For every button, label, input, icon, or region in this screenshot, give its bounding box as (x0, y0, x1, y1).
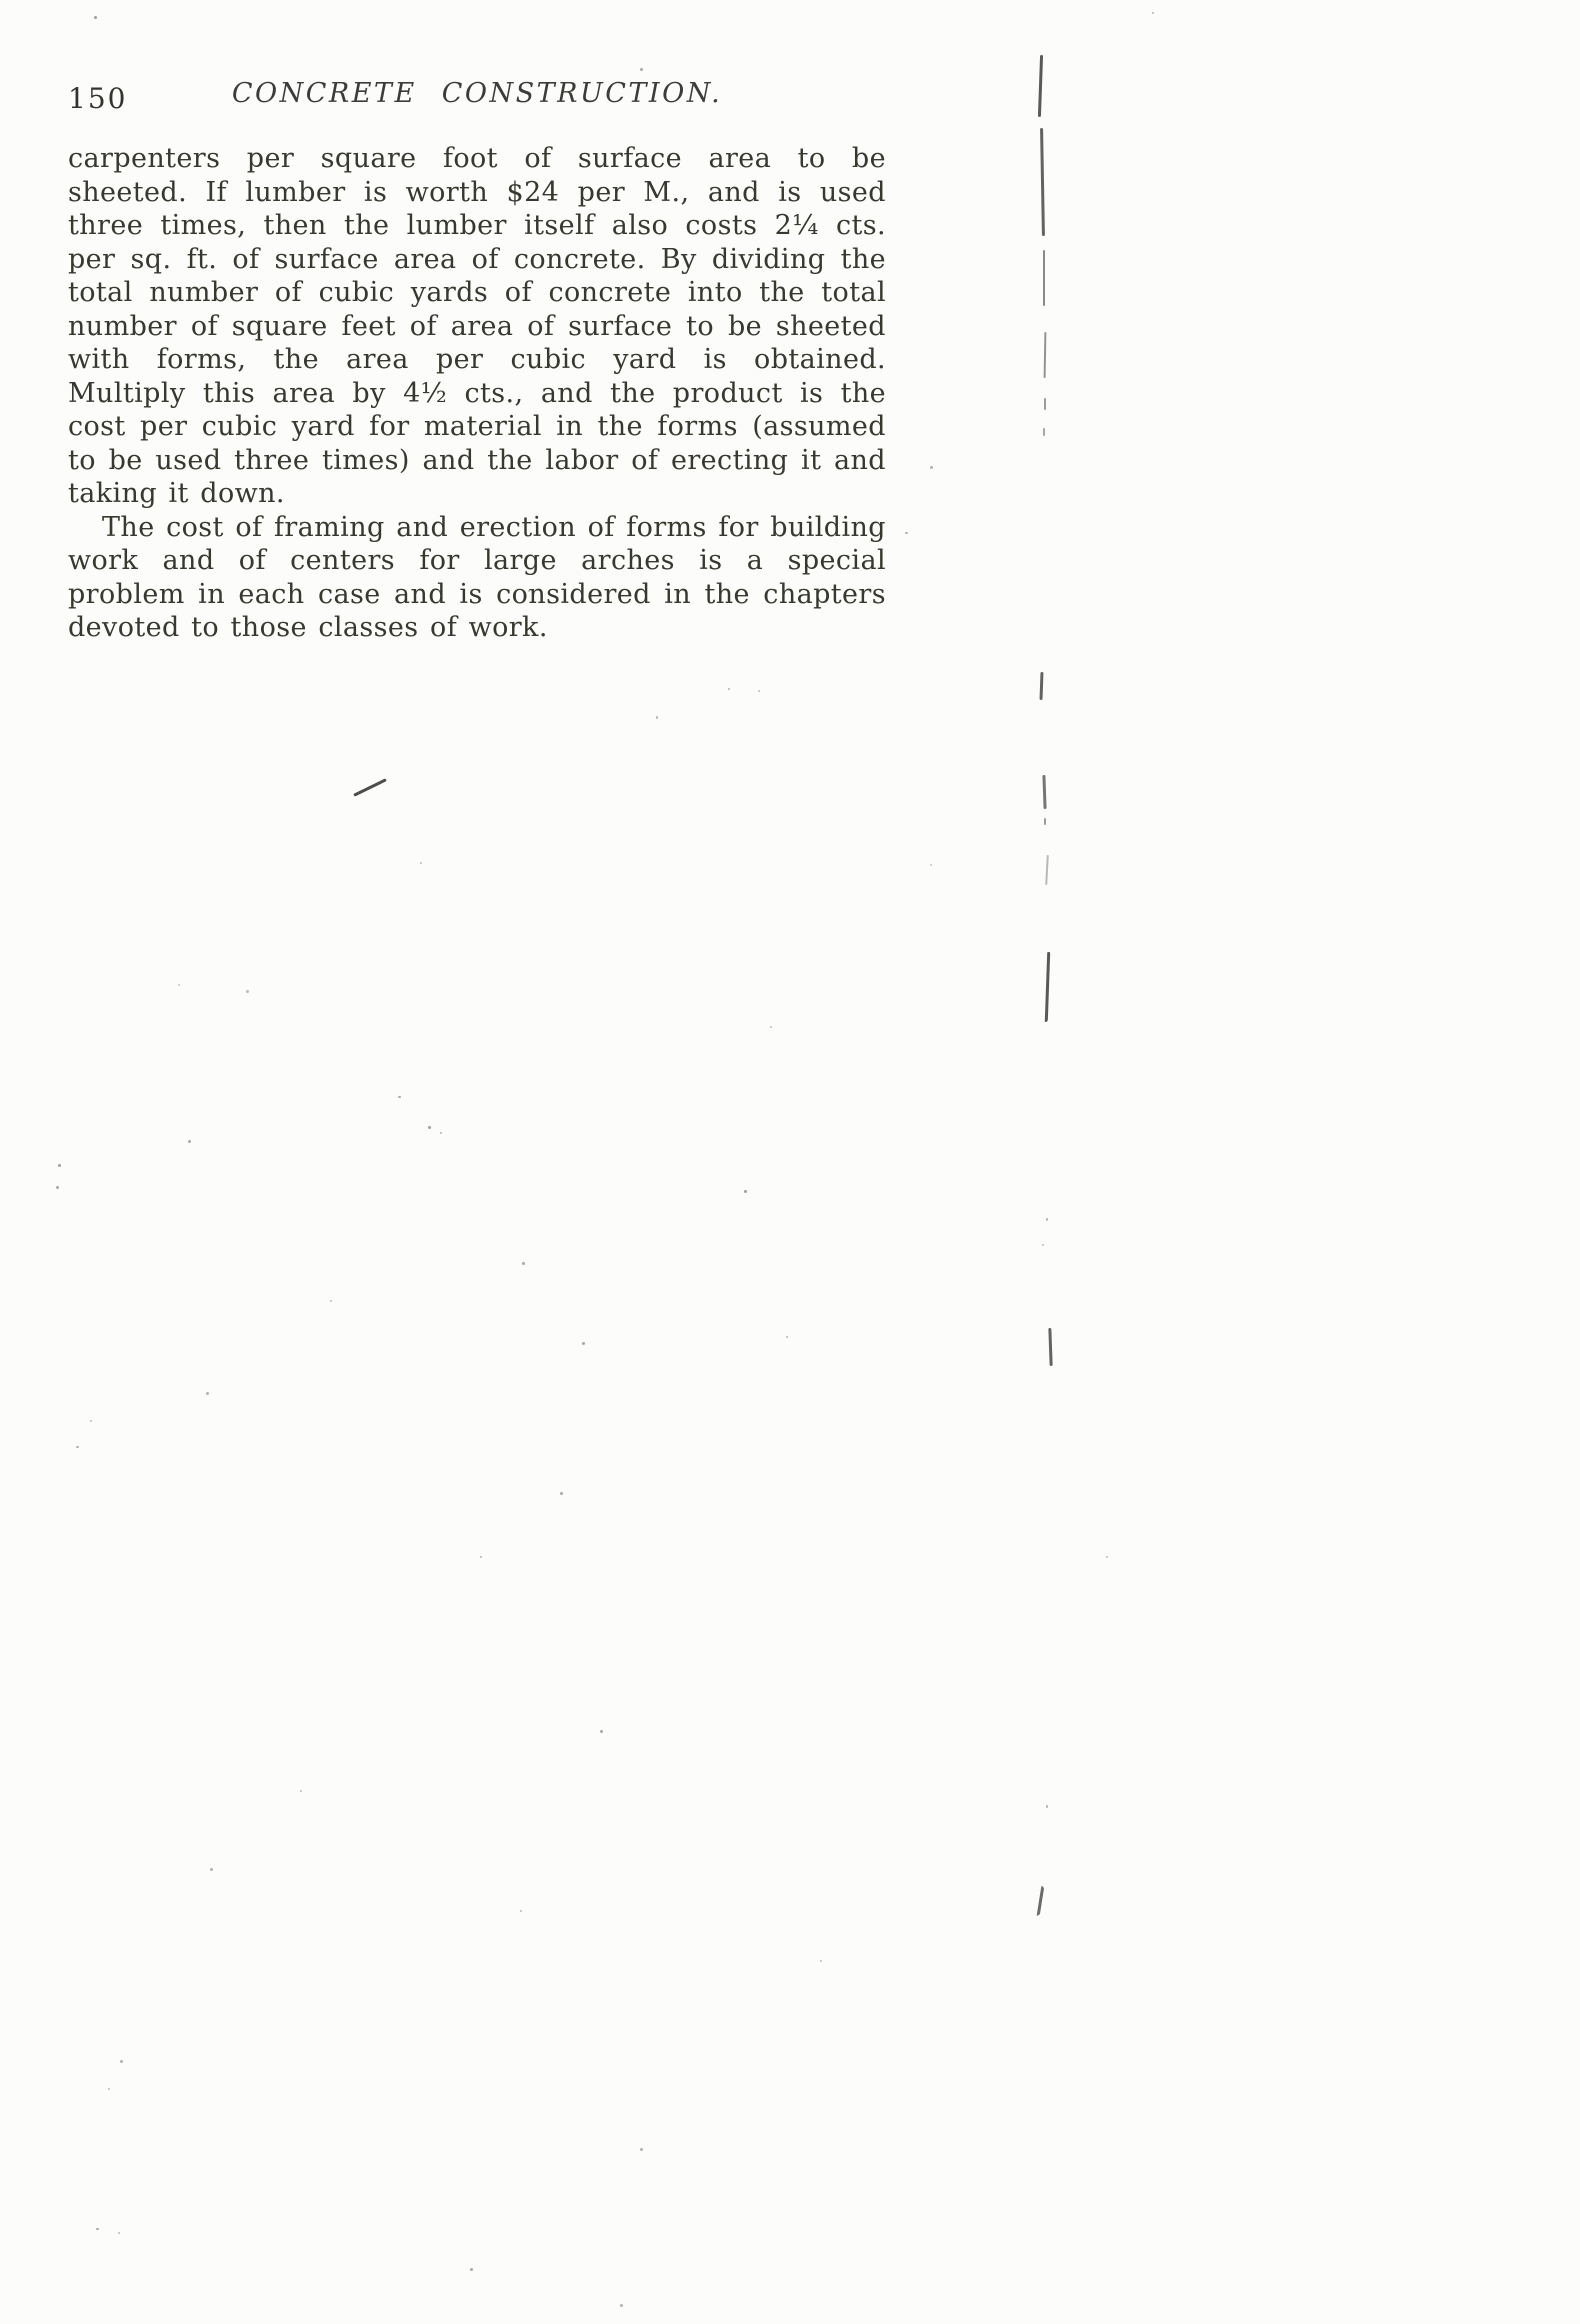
scan-speck (820, 1960, 822, 1962)
binding-mark (1040, 672, 1044, 700)
scan-speck (728, 688, 730, 690)
scan-speck (300, 1790, 302, 1792)
body-paragraph: carpenters per square foot of surface area to be sheeted. If lumber is worth $24 per M., and is used three times, then the lumber itself also costs 2¼ cts. per sq. ft. of surface area of concrete. By dividing the total number of cubic yards of concrete into the total number of square feet of area of surface to be sheeted with forms, the area per cubic yard is obtained. Multiply this area by 4½ cts., and the product is the cost per cubic yard for material in the forms (assumed to be used three times) and the labor of erecting it and taking it down. (68, 143, 886, 509)
binding-mark (1043, 428, 1045, 436)
scan-speck (188, 1140, 191, 1143)
running-header-title: CONCRETE CONSTRUCTION. (231, 78, 723, 109)
scan-speck (118, 2232, 120, 2234)
binding-mark (1044, 398, 1046, 410)
scan-speck (1046, 1218, 1048, 1221)
scan-speck (428, 1126, 431, 1129)
scan-speck (930, 466, 933, 469)
binding-mark (1038, 55, 1043, 117)
binding-mark (1042, 775, 1046, 809)
scan-speck (770, 1026, 772, 1028)
scan-speck (786, 1336, 788, 1338)
scan-speck (560, 1492, 563, 1495)
scan-speck (1046, 1805, 1048, 1808)
binding-mark (1044, 332, 1047, 378)
scan-speck (206, 1392, 209, 1395)
scan-speck (1042, 1244, 1044, 1246)
binding-mark (1043, 250, 1045, 306)
scan-speck (480, 1556, 482, 1558)
scan-speck (76, 1446, 79, 1448)
scan-speck (398, 1096, 401, 1098)
binding-mark (1037, 1886, 1045, 1916)
scan-speck (210, 1868, 213, 1871)
scan-speck (58, 1164, 61, 1167)
scan-speck (56, 1186, 59, 1189)
scan-speck (640, 68, 643, 71)
binding-mark (1045, 952, 1050, 1022)
scan-speck (90, 1420, 92, 1422)
scan-speck (522, 1262, 525, 1265)
binding-mark (1048, 1328, 1052, 1366)
binding-mark (1045, 855, 1049, 885)
scan-speck (420, 862, 422, 864)
page-number: 150 (68, 82, 128, 115)
scan-speck (178, 984, 180, 986)
body-text (68, 142, 886, 645)
scan-speck (1106, 1556, 1108, 1558)
body-paragraph: The cost of framing and erection of forms for building work and of centers for large arches is a special problem in each case and is considered in the chapters devoted to those classes of work. (68, 511, 886, 643)
scan-speck (656, 716, 658, 719)
scan-speck (930, 864, 932, 866)
scan-speck (640, 2148, 643, 2151)
binding-mark (1040, 128, 1045, 236)
scan-speck (582, 1342, 585, 1345)
scan-speck (620, 2304, 623, 2307)
scan-speck (1152, 12, 1154, 14)
scan-speck (96, 2228, 99, 2230)
binding-mark (1044, 818, 1046, 825)
scan-speck (440, 1132, 442, 1134)
scan-speck (94, 16, 97, 19)
scan-speck (108, 2088, 110, 2090)
scan-speck (744, 1190, 747, 1193)
scan-speck (246, 990, 249, 993)
scan-speck (520, 1910, 522, 1912)
scan-speck (600, 1730, 603, 1733)
scan-speck (120, 2060, 123, 2063)
scan-speck (905, 532, 908, 534)
page-header (68, 78, 886, 118)
pen-stroke (353, 778, 387, 796)
scan-speck (758, 690, 760, 692)
scan-speck (330, 1300, 332, 1302)
scan-speck (470, 2268, 473, 2271)
